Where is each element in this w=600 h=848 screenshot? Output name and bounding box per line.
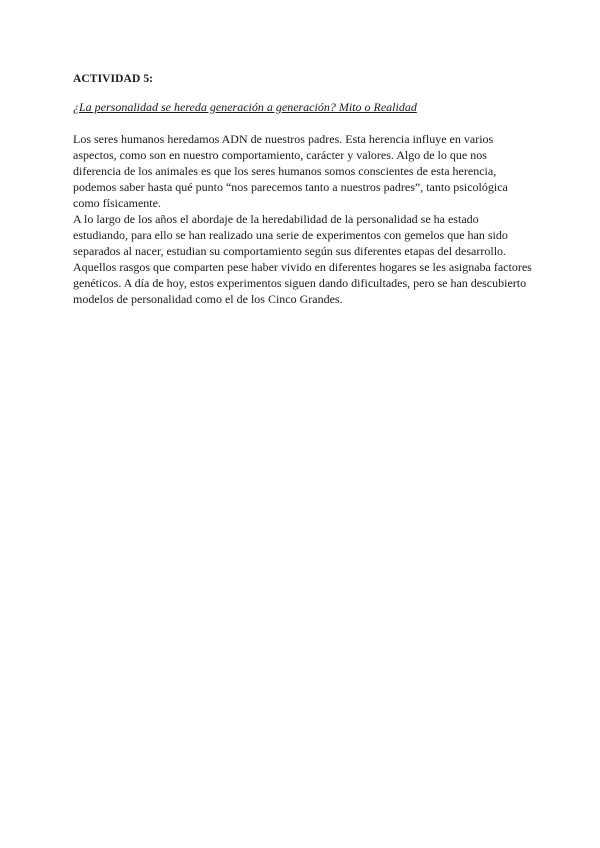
document-body	[73, 72, 533, 307]
paragraph-2: A lo largo de los años el abordaje de la heredabilidad de la personalidad se ha estado estudiando, para ello se han realizado una serie de experimentos con gemelos que han sido separados al nacer, estudian su comportamiento según sus diferentes etapas del desarrollo. Aquellos rasgos que comparten pese haber vivido en diferentes hogares se les asignaba factores genéticos. A día de hoy, estos experimentos siguen dando dificultades, pero se han descubierto modelos de personalidad como el de los Cinco Grandes.	[73, 212, 532, 306]
essay-title: ¿La personalidad se hereda generación a generación? Mito o Realidad	[73, 100, 417, 114]
paragraph-1: Los seres humanos heredamos ADN de nuestros padres. Esta herencia influye en varios aspectos, como son en nuestro comportamiento, carácter y valores. Algo de lo que nos diferencia de los animales es que los seres humanos somos conscientes de esta herencia, podemos saber hasta qué punto “nos parecemos tanto a nuestros padres”, tanto psicológica como físicamente.	[73, 132, 508, 210]
activity-heading: ACTIVIDAD 5:	[73, 73, 154, 85]
